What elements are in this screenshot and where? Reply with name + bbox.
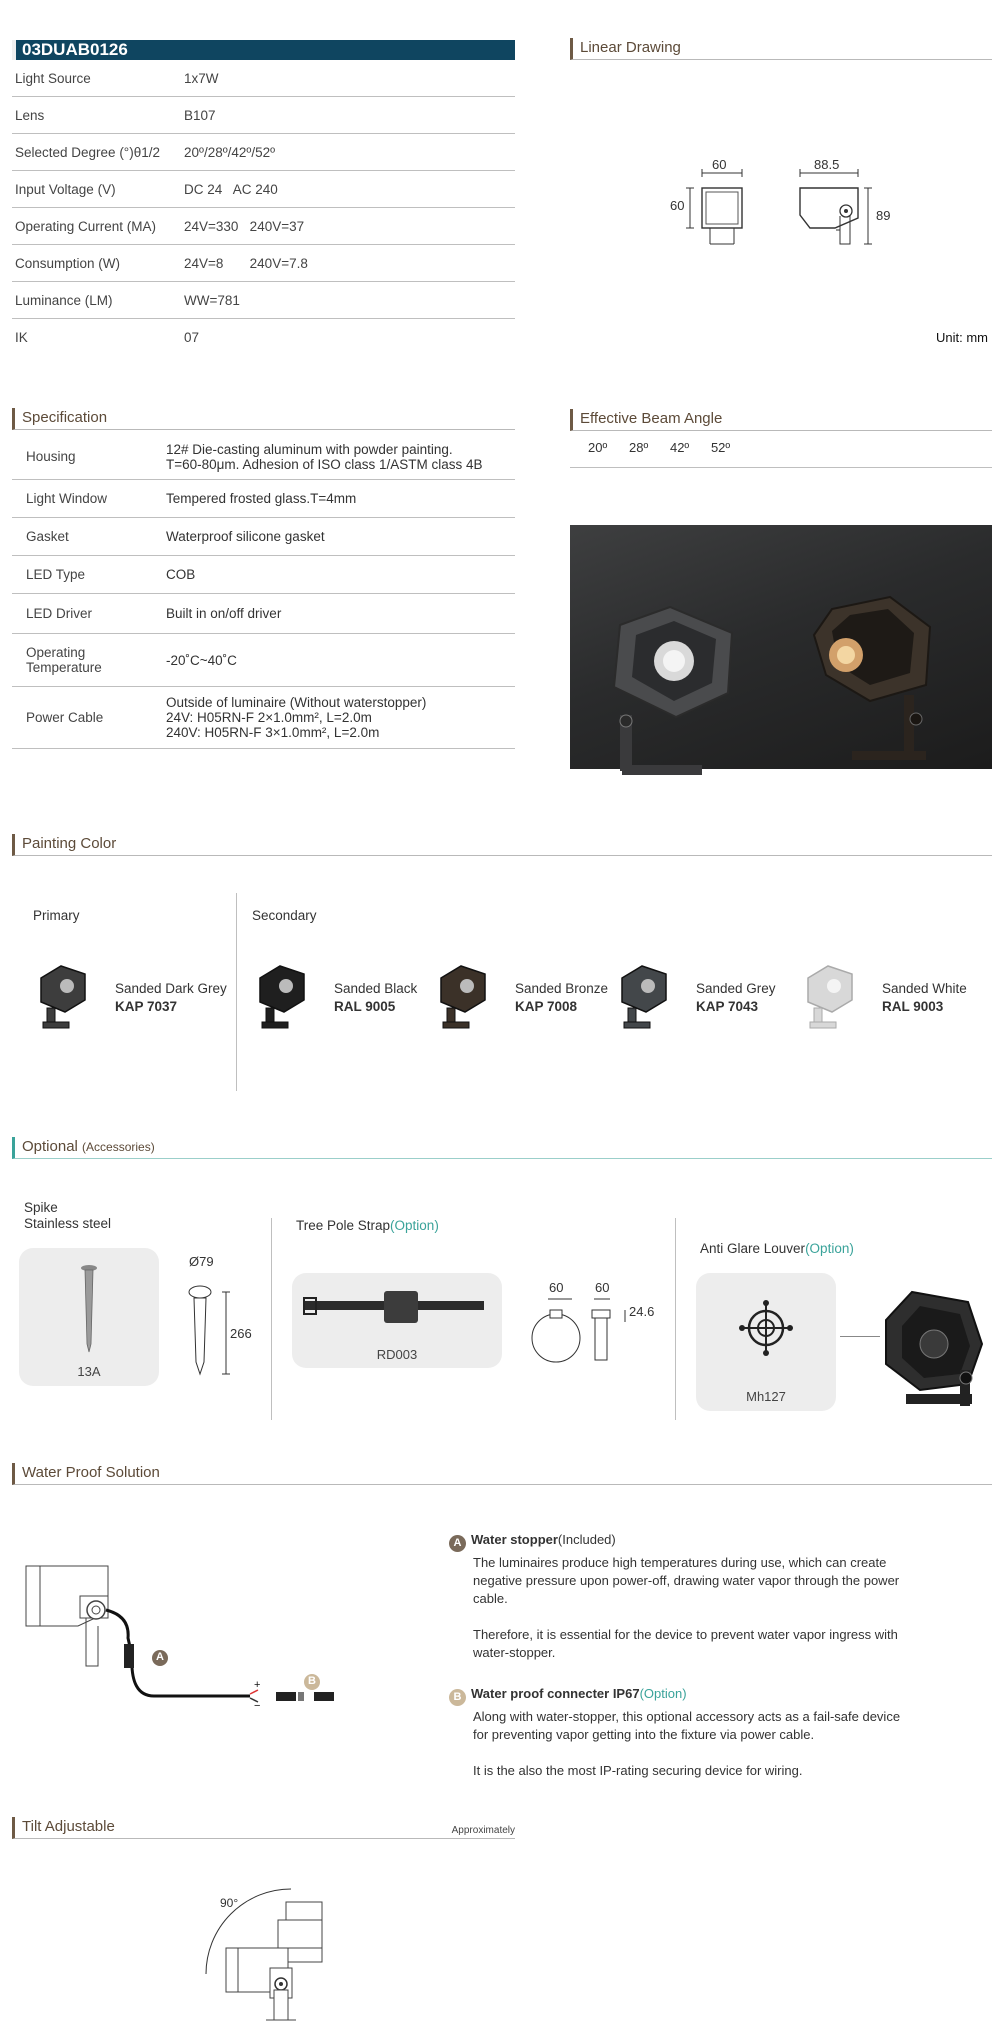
badge-b-icon: B [449,1689,466,1706]
beam-angle: 20º [588,440,608,455]
section-painting-color [12,834,992,856]
swatch-label [696,980,776,1016]
connector-title: Water proof connecter IP67 [471,1686,640,1701]
connector-option-tag: (Option) [639,1686,687,1701]
strap-icon [292,1273,502,1343]
secondary-label: Secondary [252,908,317,923]
param-value: 24V=8 240V=7.8 [184,255,308,271]
minus-sign: − [254,1700,261,1712]
louver-title-text: Anti Glare Louver [700,1241,806,1256]
louver-title [700,1241,854,1256]
spec-value: -20˚C~40˚C [166,652,237,668]
param-value: 24V=330 240V=37 [184,218,305,234]
louver-icon [696,1273,836,1383]
parameter-table [12,60,515,356]
spec-key: Power Cable [26,710,104,725]
spec-value: Outside of luminaire (Without waterstopper) 24V: H05RN-F 2×1.0mm², L=2.0m 240V: H05RN-F 3×1.0mm², L=2.0m [166,695,427,740]
color-code: KAP 7043 [696,999,759,1014]
specification-table [12,434,515,749]
param-key: Operating Current (MA) [15,218,157,234]
section-title: Painting Color [22,835,117,852]
swatch-shape [433,960,497,1032]
section-title: Effective Beam Angle [580,410,723,427]
spike-drawing [182,1262,252,1382]
water-stopper-desc-2: Therefore, it is essential for the device to prevent water vapor ingress with water-stopper. [473,1627,898,1660]
color-name: Sanded Bronze [515,981,609,996]
color-name: Sanded Grey [696,981,776,996]
spike-length: 266 [230,1326,252,1341]
dim-side-width: 88.5 [814,157,840,172]
beam-angle: 52º [710,440,731,455]
strap-option-tag: (Option) [390,1218,439,1233]
spec-row [12,518,515,556]
swatch-label [334,980,417,1016]
beam-angle-list [570,428,992,468]
swatch-shape [33,960,97,1032]
section-linear-drawing [570,38,992,60]
dim-side-height: 89 [876,208,891,223]
spike-diameter: Ø79 [189,1254,214,1269]
strap-title-text: Tree Pole Strap [296,1218,391,1233]
strap-dim-3: 24.6 [629,1304,655,1319]
param-key: Consumption (W) [15,255,121,271]
primary-label: Primary [33,908,80,923]
badge-a-icon: A [449,1535,466,1552]
param-row [12,97,515,134]
param-row [12,319,515,356]
connector-desc-2: It is the also the most IP-rating securing device for wiring. [473,1763,803,1778]
strap-title [296,1218,439,1233]
dim-front-height: 60 [670,198,685,213]
param-row [12,134,515,171]
param-row [12,282,515,319]
spec-value: Built in on/off driver [166,606,282,621]
param-value: 20º/28º/42º/52º [184,144,276,160]
fixture-swatch-icon [252,960,316,1035]
param-key: Selected Degree (°)θ1/2 [15,144,160,160]
spec-key: Operating Temperature [26,645,102,675]
spec-value: COB [166,567,196,582]
strap-dim-1: 60 [549,1280,564,1295]
spike-card [19,1248,159,1386]
color-name: Sanded Dark Grey [115,981,227,996]
swatch-label [115,980,227,1016]
model-title: 03DUAB0126 [12,40,515,60]
louver-option-tag: (Option) [805,1241,854,1256]
fixture-swatch-icon [33,960,97,1035]
param-row [12,245,515,282]
section-title: Optional [22,1138,78,1155]
param-key: Light Source [15,70,91,86]
spec-row [12,480,515,518]
param-row [12,171,515,208]
spike-title: Spike [24,1200,58,1215]
fixture-swatch-icon [433,960,497,1035]
spec-value: Tempered frosted glass.T=4mm [166,491,357,506]
tilt-note: Approximately [451,1825,515,1836]
param-value: 07 [184,330,200,345]
param-key: Lens [15,107,45,123]
louver-fixture-image [872,1274,992,1414]
spec-row [12,687,515,749]
beam-angle: 42º [669,440,690,455]
section-title: Linear Drawing [580,39,681,56]
spec-row [12,434,515,480]
spec-row [12,594,515,634]
strap-dim-2: 60 [595,1280,610,1295]
diagram-badge-a: A [156,1651,164,1663]
spec-key: Light Window [26,491,108,506]
connector-block [449,1685,909,1780]
swatch-shape [614,960,678,1032]
strap-code: RD003 [376,1347,418,1362]
param-row [12,60,515,97]
tilt-angle: 90° [220,1896,239,1910]
tilt-diagram [196,1884,336,2024]
param-value: WW=781 [184,292,240,308]
section-title: Water Proof Solution [22,1464,160,1481]
water-stopper-desc-1: The luminaires produce high temperatures during use, which can create negative pressure upon power-off, drawing water vapor through the power cable. [473,1555,900,1606]
param-key: Input Voltage (V) [15,181,116,197]
spec-row [12,634,515,687]
waterproof-diagram [20,1556,350,1726]
dim-front-width: 60 [712,157,727,172]
color-code: KAP 7008 [515,999,578,1014]
water-stopper-block [449,1531,909,1662]
section-waterproof [12,1463,992,1485]
spec-key: Housing [26,449,76,464]
section-optional [12,1137,992,1159]
spec-key: LED Type [26,567,86,582]
plus-sign: + [254,1679,261,1691]
louver-card [696,1273,836,1411]
fixture-pair-illustration [570,525,992,785]
spike-code: 13A [77,1364,101,1379]
section-specification [12,408,515,430]
section-tilt [12,1817,515,1839]
spike-icon [19,1248,159,1358]
swatch-shape [800,960,864,1032]
diagram-badge-b: B [308,1675,316,1687]
spec-row [12,556,515,594]
param-value: DC 24 AC 240 [184,181,278,197]
color-code: RAL 9003 [882,999,944,1014]
fixture-swatch-icon [800,960,864,1035]
spike-title-block [24,1200,111,1232]
unit-label: Unit: mm [936,330,988,345]
spec-key: Gasket [26,529,69,544]
water-stopper-title: Water stopper [471,1532,558,1547]
color-name: Sanded Black [334,981,418,996]
strap-drawing [530,1296,630,1366]
spec-key: LED Driver [26,606,93,621]
section-subtitle: (Accessories) [82,1140,155,1154]
divider [271,1218,272,1420]
louver-code: Mh127 [746,1389,786,1404]
strap-card [292,1273,502,1368]
divider [236,893,237,1091]
swatch-label [882,980,967,1016]
connector-desc-1: Along with water-stopper, this optional accessory acts as a fail-safe device for preventing vapor getting into the fixture via power cable. [473,1709,901,1742]
section-title: Tilt Adjustable [22,1818,115,1835]
swatch-label [515,980,608,1016]
param-key: Luminance (LM) [15,292,113,308]
linear-drawing-svg [660,150,900,250]
param-key: IK [15,330,28,345]
water-stopper-tag: (Included) [557,1532,616,1547]
spec-value: 12# Die-casting aluminum with powder painting. T=60-80μm. Adhesion of ISO class 1/ASTM class 4B [166,441,483,472]
product-photo [570,525,992,769]
section-title: Specification [22,409,108,426]
param-row [12,208,515,245]
color-name: Sanded White [882,981,967,996]
divider [675,1218,676,1420]
color-code: KAP 7037 [115,999,178,1014]
swatch-shape [252,960,316,1032]
param-value: B107 [184,107,216,123]
param-value: 1x7W [184,70,219,86]
fixture-swatch-icon [614,960,678,1035]
spike-subtitle: Stainless steel [24,1216,112,1231]
spec-value: Waterproof silicone gasket [166,529,325,544]
color-code: RAL 9005 [334,999,396,1014]
beam-angle: 28º [628,440,649,455]
